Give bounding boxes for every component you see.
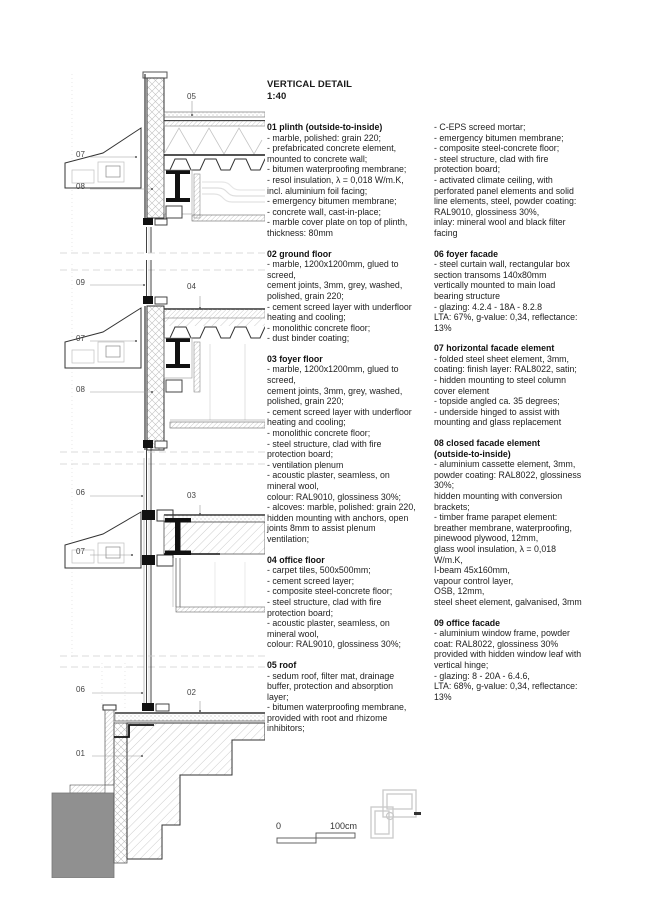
spec-line: - glazing: 8 - 20A - 6.4.6, — [434, 670, 530, 681]
spec-line: perforated panel elements and solid — [434, 185, 574, 196]
spec-line: - acoustic plaster, seamless, on — [267, 470, 390, 481]
spec-section-05 — [267, 660, 442, 734]
detail-location-marker — [414, 812, 421, 815]
office-floor-detail-label-08: 08 — [76, 385, 85, 394]
spec-line: - sedum roof, filter mat, drainage — [267, 670, 395, 681]
spec-line: - topside angled ca. 35 degrees; — [434, 396, 560, 407]
spec-line: coating: finish layer: RAL8022, satin; — [434, 364, 577, 375]
spec-line: screed, — [267, 269, 296, 280]
section-heading: 06 foyer facade — [434, 248, 499, 259]
office-floor-detail-label-07: 07 — [76, 334, 85, 343]
spec-line: bearing structure — [434, 290, 501, 301]
spec-line: brackets; — [434, 501, 470, 512]
section-heading: 08 closed facade element — [434, 438, 541, 449]
spec-line: protection board; — [267, 607, 334, 618]
spec-line: - dust binder coating; — [267, 333, 350, 344]
spec-line: ventilation; — [267, 533, 310, 544]
section-heading: 02 ground floor — [267, 248, 332, 259]
spec-line: - composite steel-concrete floor; — [267, 586, 393, 597]
spec-line: powder coating: RAL8022, glossiness — [434, 469, 582, 480]
spec-line: - hidden mounting to steel column — [434, 375, 567, 386]
spec-section-04 — [267, 555, 442, 650]
spec-line: thickness: 80mm — [267, 227, 333, 238]
spec-line: screed, — [267, 375, 296, 386]
spec-line: joints 8mm to assist plenum — [267, 523, 376, 534]
spec-line: - marble, 1200x1200mm, glued to — [267, 259, 399, 270]
spec-line: RAL9010, glossiness 30%, — [434, 206, 540, 217]
spec-section-05b — [434, 122, 624, 239]
foyer-floor-detail-label-06: 06 — [76, 488, 85, 497]
spec-line: provided with root and rhizome — [267, 712, 388, 723]
spec-line: inlay: mineral wool and black filter — [434, 217, 566, 228]
spec-line: 30%; — [434, 480, 455, 491]
spec-line: - folded steel sheet element, 3mm, — [434, 353, 569, 364]
drawing-scale: 1:40 — [267, 90, 287, 102]
spec-column-left — [267, 122, 442, 744]
spec-line: - cement screed layer; — [267, 575, 355, 586]
spec-section-06 — [434, 249, 624, 334]
key-plan — [368, 785, 426, 843]
spec-line: - emergency bitumen membrane; — [267, 196, 397, 207]
plinth-detail-drawing — [30, 663, 265, 878]
spec-line: vapour control layer, — [434, 575, 514, 586]
spec-line: breather membrane, waterproofing, — [434, 522, 572, 533]
spec-line: buffer, protection and absorption — [267, 681, 394, 692]
roof-detail-drawing — [40, 70, 265, 260]
spec-line: - carpet tiles, 500x500mm; — [267, 565, 371, 576]
spec-line: protection board; — [267, 449, 334, 460]
spec-line: - marble, polished: grain 220; — [267, 132, 381, 143]
spec-line: - cement screed layer with underfloor — [267, 406, 412, 417]
spec-line: mounted to concrete wall; — [267, 153, 368, 164]
spec-line: cement joints, 3mm, grey, washed, — [267, 280, 403, 291]
office-floor-detail-drawing — [40, 260, 265, 458]
office-floor-detail-label-09: 09 — [76, 278, 85, 287]
plinth-detail-label-06: 06 — [76, 685, 85, 694]
spec-line: hidden mounting with anchors, open — [267, 512, 409, 523]
scale-bar-end-label: 100cm — [330, 821, 358, 831]
spec-line: - underside hinged to assist with — [434, 406, 560, 417]
spec-line: OSB, 12mm, — [434, 586, 485, 597]
spec-line: - cement screed layer with underfloor — [267, 301, 412, 312]
spec-line: heating and cooling; — [267, 312, 346, 323]
spec-line: 13% — [434, 691, 452, 702]
spec-line: - alcoves: marble, polished: grain 220, — [267, 502, 416, 513]
spec-line: - steel structure, clad with fire — [267, 438, 382, 449]
spec-line: LTA: 68%, g-value: 0,34, reflectance: — [434, 681, 578, 692]
spec-line: - aluminium cassette element, 3mm, — [434, 459, 576, 470]
spec-line: steel sheet element, galvanised, 3mm — [434, 596, 582, 607]
spec-line: - bitumen waterproofing membrane; — [267, 164, 407, 175]
page-title: VERTICAL DETAIL — [267, 79, 353, 90]
spec-line: protection board; — [434, 164, 501, 175]
spec-line: mineral wool, — [267, 481, 319, 491]
spec-line: pinewood plywood, 12mm, — [434, 533, 539, 544]
title-block — [267, 79, 352, 102]
spec-line: mineral wool, — [267, 628, 319, 639]
spec-line: - activated climate ceiling, with — [434, 174, 553, 185]
spec-line: 13% — [434, 322, 452, 333]
spec-line: polished, grain 220; — [267, 396, 344, 407]
section-heading: 07 horizontal facade element — [434, 343, 555, 354]
spec-line: section transoms 140x80mm — [434, 269, 547, 280]
spec-line: line elements, steel, powder coating: — [434, 196, 577, 207]
spec-line: - prefabricated concrete element, — [267, 143, 397, 154]
spec-line: incl. aluminium foil facing; — [267, 185, 368, 196]
section-heading: 04 office floor — [267, 554, 325, 565]
spec-line: - steel curtain wall, rectangular box — [434, 259, 570, 270]
spec-line: inhibitors; — [267, 723, 305, 734]
spec-line: - composite steel-concrete floor; — [434, 143, 560, 154]
spec-line: - aluminium window frame, powder — [434, 628, 570, 639]
section-heading: 01 plinth (outside-to-inside) — [267, 122, 383, 132]
spec-line: LTA: 67%, g-value: 0,34, reflectance: — [434, 312, 578, 323]
scale-bar-zero-label: 0 — [276, 821, 282, 831]
plinth-detail-label-02: 02 — [187, 688, 196, 697]
spec-line: - ventilation plenum — [267, 459, 344, 470]
spec-section-08 — [434, 438, 624, 608]
spec-line: - marble cover plate on top of plinth, — [267, 217, 408, 228]
spec-line: coat: RAL8022, glossiness 30% — [434, 638, 559, 649]
spec-line: - acoustic plaster, seamless, on — [267, 618, 390, 629]
spec-section-03 — [267, 354, 442, 545]
spec-line: colour: RAL9010, glossiness 30%; — [267, 639, 401, 650]
spec-line: cover element — [434, 385, 490, 396]
spec-line: - bitumen waterproofing membrane, — [267, 702, 407, 713]
spec-line: cement joints, 3mm, grey, washed, — [267, 385, 403, 396]
roof-detail-label-08: 08 — [76, 182, 85, 191]
spec-line: - marble, 1200x1200mm, glued to — [267, 364, 399, 375]
section-heading: 03 foyer floor — [267, 353, 323, 364]
spec-line: - monolithic concrete floor; — [267, 428, 371, 439]
spec-line: colour: RAL9010, glossiness 30%; — [267, 491, 401, 502]
spec-line: provided with hidden window leaf with — [434, 649, 582, 660]
section-heading: 05 roof — [267, 659, 297, 670]
roof-detail-label-05: 05 — [187, 92, 196, 101]
foyer-floor-detail-drawing — [40, 458, 265, 663]
foyer-floor-detail-label-03: 03 — [187, 491, 196, 500]
spec-line: - emergency bitumen membrane; — [434, 132, 564, 143]
spec-section-02 — [267, 249, 442, 344]
spec-line: layer; — [267, 691, 289, 702]
spec-line: heating and cooling; — [267, 417, 346, 428]
spec-line: vertical hinge; — [434, 659, 489, 670]
spec-column-right — [434, 122, 624, 712]
spec-line: - steel structure, clad with fire — [434, 153, 549, 164]
spec-line: glass wool insulation, λ = 0,018 — [434, 543, 557, 554]
spec-line: hidden mounting with conversion — [434, 491, 563, 501]
spec-line: - concrete wall, cast-in-place; — [267, 206, 381, 217]
spec-section-09 — [434, 618, 624, 703]
spec-line: polished, grain 220; — [267, 290, 344, 301]
spec-line: I-beam 45x160mm, — [434, 565, 510, 576]
section-heading: (outside-to-inside) — [434, 448, 511, 459]
spec-line: - C-EPS screed mortar; — [434, 122, 526, 132]
spec-line: - resol insulation, λ = 0,018 W/m.K, — [267, 174, 404, 185]
office-floor-detail-label-04: 04 — [187, 282, 196, 291]
scale-bar — [272, 830, 372, 846]
spec-line: W/m.K, — [434, 554, 463, 565]
spec-line: - monolithic concrete floor; — [267, 322, 371, 333]
spec-line: mounting and glass replacement — [434, 417, 562, 428]
spec-section-07 — [434, 343, 624, 428]
spec-section-01 — [267, 122, 442, 239]
spec-line: - timber frame parapet element: — [434, 512, 558, 523]
spec-line: facing — [434, 227, 458, 238]
spec-line: - steel structure, clad with fire — [267, 596, 382, 607]
spec-line: - glazing: 4.2.4 - 18A - 8.2.8 — [434, 301, 543, 312]
roof-detail-label-07: 07 — [76, 150, 85, 159]
foyer-floor-detail-label-07: 07 — [76, 547, 85, 556]
plinth-detail-label-01: 01 — [76, 749, 85, 758]
section-heading: 09 office facade — [434, 617, 501, 628]
spec-line: vertically mounted to main load — [434, 280, 556, 291]
